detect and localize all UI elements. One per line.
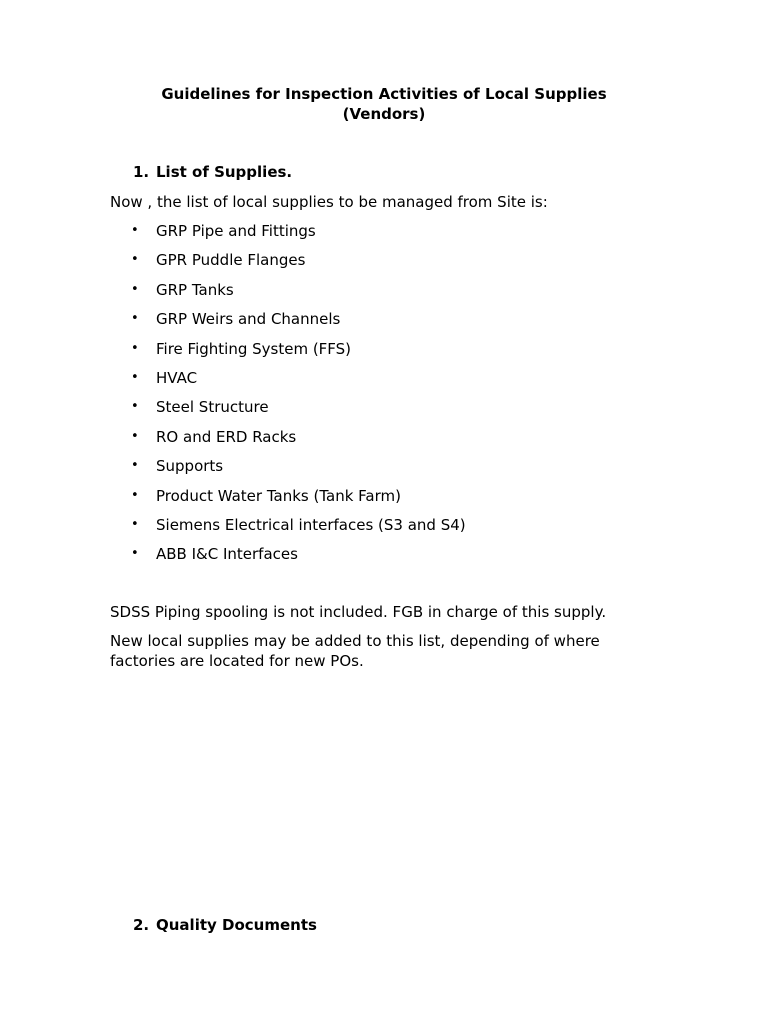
sdss-note-paragraph: SDSS Piping spooling is not included. FGB in charge of this supply.: [110, 603, 607, 621]
list-item-text: Fire Fighting System (FFS): [156, 339, 352, 358]
bullet-icon: •: [131, 399, 139, 415]
document-title-line-1: Guidelines for Inspection Activities of Local Supplies: [161, 85, 607, 103]
bullet-icon: •: [131, 311, 139, 327]
document-title: [110, 84, 658, 124]
section-number: 1.: [133, 163, 150, 181]
section-heading-quality-documents: [133, 915, 317, 935]
new-supplies-paragraph: New local supplies may be added to this list, depending of where factories are located for new POs.: [110, 632, 600, 670]
intro-paragraph: Now , the list of local supplies to be managed from Site is:: [110, 193, 548, 211]
section-heading-text: List of Supplies.: [156, 163, 293, 181]
bullet-icon: •: [131, 458, 139, 474]
bullet-icon: •: [131, 252, 139, 268]
list-item-text: GRP Tanks: [156, 280, 234, 299]
bullet-icon: •: [131, 428, 139, 444]
list-item-text: ABB I&C Interfaces: [156, 545, 298, 564]
section-heading-text: Quality Documents: [156, 916, 317, 934]
list-item-text: Product Water Tanks (Tank Farm): [156, 486, 401, 505]
list-item-text: GPR Puddle Flanges: [156, 251, 306, 270]
list-item-text: HVAC: [156, 368, 198, 387]
section-number: 2.: [133, 916, 150, 934]
bullet-icon: •: [131, 223, 139, 238]
list-item-text: GRP Weirs and Channels: [156, 310, 341, 329]
section-heading-list-of-supplies: [133, 162, 292, 182]
bullet-icon: •: [131, 340, 139, 356]
bullet-icon: •: [131, 281, 139, 297]
bullet-icon: •: [131, 546, 139, 562]
bullet-icon: •: [131, 487, 139, 503]
list-item-text: Siemens Electrical interfaces (S3 and S4): [156, 515, 466, 534]
bullet-icon: •: [131, 369, 139, 385]
list-item-text: GRP Pipe and Fittings: [156, 222, 316, 240]
list-item-text: Supports: [156, 457, 224, 476]
list-item-text: RO and ERD Racks: [156, 427, 297, 446]
list-item-text: Steel Structure: [156, 398, 269, 417]
bullet-icon: •: [131, 516, 139, 532]
document-title-line-2: (Vendors): [342, 105, 426, 123]
